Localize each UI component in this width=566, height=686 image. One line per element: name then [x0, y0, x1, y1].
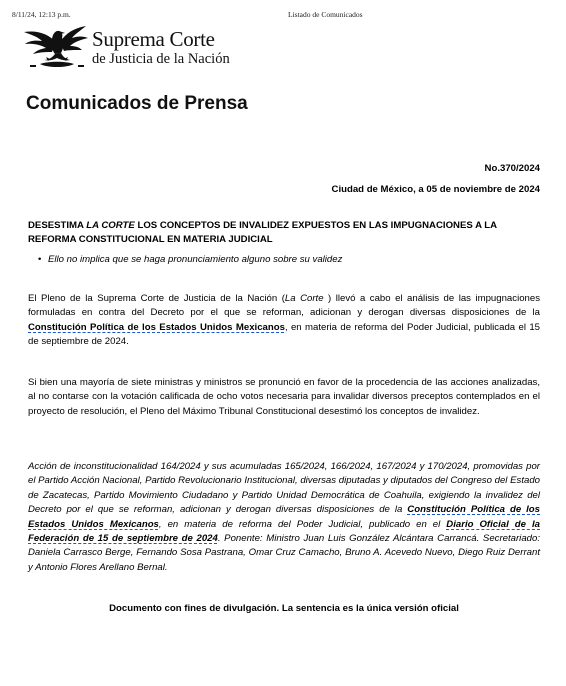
print-datetime: 8/11/24, 12:13 p.m. [12, 10, 71, 19]
paragraph-3-text-b: , en materia de reforma del Poder Judicial, publicado en el [158, 518, 447, 530]
paragraph-3-text-c: . Ponente: Ministro Juan Luis González Alcántara Carrancá. Secretariado: Daniela Carrasco Berge, Fernando Sosa Pastrana, Omar Cruz Camacho, Bruno A. Acevedo Nuevo, Diego Ruiz Derrant y Antonio Flores Arellano Bernal. [28, 533, 540, 573]
paragraph-1 [28, 292, 540, 350]
place-date: Ciudad de México, a 05 de noviembre de 2024 [331, 184, 540, 195]
headline-part2: LOS CONCEPTOS DE INVALIDEZ EXPUESTOS EN LAS IMPUGNACIONES A LA REFORMA CONSTITUCIONAL EN MATERIA JUDICIAL [28, 220, 497, 246]
paragraph-1-text-c: , en materia de reforma del Poder Judicial, publicada el 15 de septiembre de 2024. [28, 321, 540, 348]
release-number: No.370/2024 [484, 163, 540, 174]
print-page-title: Listado de Comunicados [288, 10, 363, 19]
bullet-dot-icon: • [38, 254, 42, 265]
page-title: Comunicados de Prensa [26, 93, 248, 114]
constitution-link-2[interactable]: Constitución Política de los Estados Unidos Mexicanos [28, 504, 540, 530]
diario-oficial-link[interactable]: Diario Oficial de la Federación de 15 de septiembre de 2024 [28, 518, 541, 545]
headline-italic: LA CORTE [86, 220, 135, 231]
paragraph-2: Si bien una mayoría de siete ministras y ministros se pronunció en favor de la procedencia de las acciones analizadas, al no contarse con la votación calificada de ocho votos necesaria para invalidar diversos preceptos contemplados en el proyecto de resolución, el Pleno del Máximo Tribunal Constitucional desestimó los conceptos de invalidez. [28, 377, 540, 417]
constitution-link[interactable]: Constitución Política de los Estados Unidos Mexicanos [28, 321, 285, 333]
paragraph-1-text-a: El Pleno de la Suprema Corte de Justicia de la Nación ( [28, 293, 285, 304]
paragraph-1-italic: La Corte [284, 293, 324, 304]
paragraph-3-text-a: Acción de inconstitucionalidad 164/2024 y sus acumuladas 165/2024, 166/2024, 167/2024 y 170/2024, promovidas por el Partido Acción Nacional, Partido Revolucionario Institucional, diversas diputadas y diputados del Congreso del Estado de Zacatecas, Partido Movimiento Ciudadano y Partido Unidad Democrática de Coahuila, exigiendo la invalidez del Decreto por el que se reforman, adicionan y derogan diversas disposiciones de la [28, 461, 540, 516]
bullet-point [38, 253, 528, 267]
headline [28, 219, 540, 248]
eagle-emblem-icon [22, 24, 92, 70]
print-header [0, 10, 566, 22]
footer-disclaimer: Documento con fines de divulgación. La sentencia es la única versión oficial [109, 603, 459, 614]
logo-subtitle: de Justicia de la Nación [92, 51, 230, 67]
logo-title: Suprema Corte [92, 27, 215, 51]
scjn-logo[interactable] [22, 24, 242, 72]
headline-part1: DESESTIMA [28, 220, 87, 231]
paragraph-3 [28, 460, 540, 575]
bullet-text: Ello no implica que se haga pronunciamiento alguno sobre su validez [48, 254, 343, 265]
paragraph-1-text-b: ) llevó a cabo el análisis de las impugnaciones formuladas en contra del Decreto por el que se reforman, adicionan y derogan diversas disposiciones de la [28, 293, 541, 319]
